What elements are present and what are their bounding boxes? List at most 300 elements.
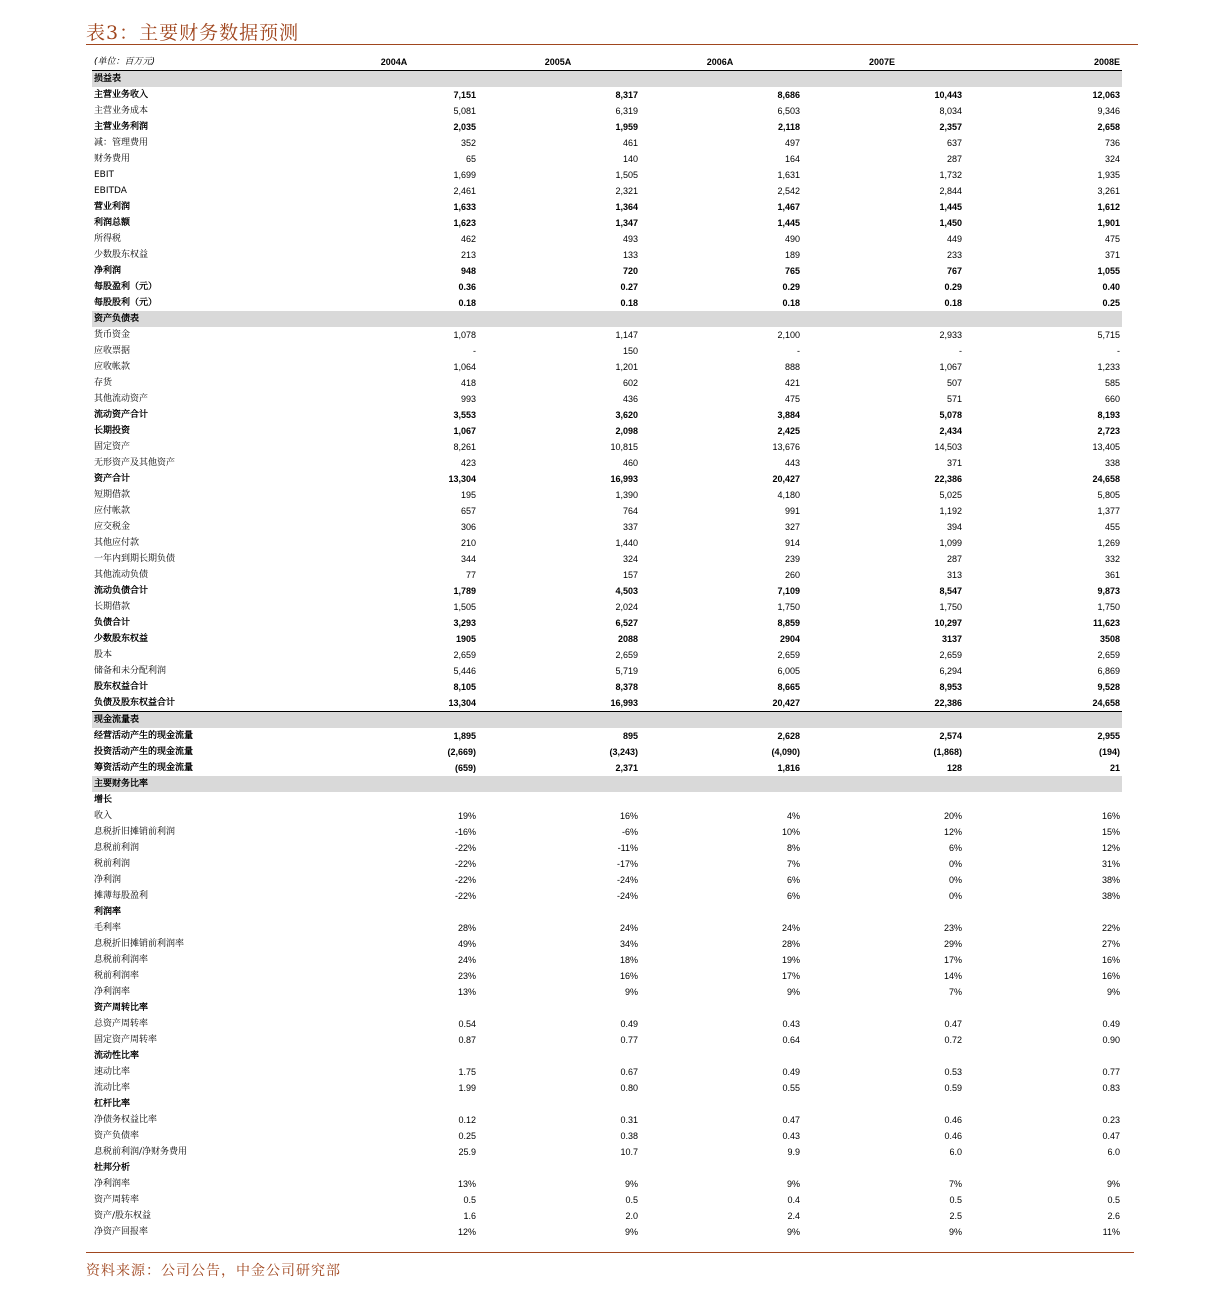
row-label: 筹资活动产生的现金流量: [94, 763, 194, 773]
value-cell: [478, 311, 640, 327]
value-cell: 20,427: [772, 474, 800, 484]
value-cell: 1,467: [777, 202, 800, 212]
table-row: [92, 984, 1122, 1000]
value-cell: 0.59: [944, 1083, 962, 1093]
value-cell: 5,446: [453, 666, 476, 676]
value-cell: 1,901: [1097, 218, 1120, 228]
footer-divider: [86, 1252, 1134, 1253]
value-cell: 18%: [619, 955, 638, 965]
row-label: EBIT: [94, 170, 115, 180]
value-cell: [640, 712, 802, 729]
row-label: 资产/股东权益: [94, 1211, 152, 1221]
value-cell: 1,505: [615, 170, 638, 180]
table-row: [92, 263, 1122, 279]
value-cell: [312, 792, 478, 808]
row-label: 息税前利润: [94, 843, 140, 853]
value-cell: 22%: [1101, 923, 1120, 933]
value-cell: 12,063: [1092, 90, 1120, 100]
value-cell: 0.46: [944, 1115, 962, 1125]
table-row: [92, 583, 1122, 599]
value-cell: [640, 1160, 802, 1176]
value-cell: 8%: [786, 843, 800, 853]
table-row: [92, 679, 1122, 695]
value-cell: 0.18: [458, 298, 476, 308]
value-cell: 0.25: [1102, 298, 1120, 308]
row-label: 营业利润: [94, 202, 131, 212]
table-row: [92, 567, 1122, 583]
table-row: [92, 183, 1122, 199]
value-cell: 0.49: [1102, 1019, 1120, 1029]
table-row: [92, 1064, 1122, 1080]
value-cell: [802, 1048, 964, 1064]
row-label: 收入: [94, 811, 113, 821]
value-cell: 9,873: [1097, 586, 1120, 596]
value-cell: 2,723: [1097, 426, 1120, 436]
row-label: 净债务权益比率: [94, 1115, 158, 1125]
value-cell: 10%: [781, 827, 800, 837]
value-cell: 1,895: [453, 731, 476, 741]
value-cell: 189: [784, 250, 800, 260]
value-cell: 22,386: [934, 698, 962, 708]
table-row: [92, 391, 1122, 407]
table-row: [92, 503, 1122, 519]
value-cell: 16%: [1101, 955, 1120, 965]
row-label: 股东权益合计: [94, 682, 149, 692]
value-cell: 210: [460, 538, 476, 548]
value-cell: [478, 1160, 640, 1176]
value-cell: 5,715: [1097, 330, 1120, 340]
value-cell: 9,528: [1097, 682, 1120, 692]
value-cell: [802, 1096, 964, 1112]
value-cell: 9%: [1106, 1179, 1120, 1189]
table-row: [92, 535, 1122, 551]
value-cell: 1,147: [615, 330, 638, 340]
value-cell: 1,445: [777, 218, 800, 228]
value-cell: 16%: [1101, 811, 1120, 821]
page-title: 表3：主要财务数据预测: [86, 22, 300, 44]
table-row: [92, 872, 1122, 888]
value-cell: 313: [946, 570, 962, 580]
value-cell: 1,201: [615, 362, 638, 372]
row-label: 息税折旧摊销前利润率: [94, 939, 185, 949]
value-cell: 0.40: [1102, 282, 1120, 292]
row-label: EBITDA: [94, 186, 127, 196]
value-cell: 8,547: [939, 586, 962, 596]
table-row: [92, 471, 1122, 487]
value-cell: 5,719: [615, 666, 638, 676]
value-cell: 150: [622, 346, 638, 356]
value-cell: 13,304: [448, 698, 476, 708]
value-cell: [640, 792, 802, 808]
value-cell: 1,067: [939, 362, 962, 372]
value-cell: [478, 1096, 640, 1112]
value-cell: 475: [1104, 234, 1120, 244]
table-row: [92, 615, 1122, 631]
value-cell: 4%: [786, 811, 800, 821]
value-cell: 2,542: [777, 186, 800, 196]
value-cell: (659): [454, 763, 476, 773]
value-cell: 7,151: [453, 90, 476, 100]
source-note: 资料来源：公司公告，中金公司研究部: [86, 1263, 341, 1279]
value-cell: 12%: [457, 1227, 476, 1237]
value-cell: (194): [1098, 747, 1120, 757]
value-cell: 157: [622, 570, 638, 580]
table-row: [92, 1192, 1122, 1208]
row-label: 存货: [94, 378, 113, 388]
value-cell: 0.4: [787, 1195, 800, 1205]
value-cell: [478, 776, 640, 792]
row-label: 净利润: [94, 875, 122, 885]
value-cell: 0.54: [458, 1019, 476, 1029]
value-cell: 2,425: [777, 426, 800, 436]
value-cell: -: [1117, 346, 1120, 356]
value-cell: 571: [946, 394, 962, 404]
value-cell: 287: [946, 154, 962, 164]
value-cell: [640, 1000, 802, 1016]
value-cell: 585: [1104, 378, 1120, 388]
value-cell: 10,815: [610, 442, 638, 452]
value-cell: 2,098: [615, 426, 638, 436]
value-cell: 16%: [619, 971, 638, 981]
table-row: [92, 1208, 1122, 1224]
row-label: 长期投资: [94, 426, 131, 436]
value-cell: 1,633: [453, 202, 476, 212]
value-cell: 3,261: [1097, 186, 1120, 196]
value-cell: 0.23: [1102, 1115, 1120, 1125]
value-cell: [312, 1048, 478, 1064]
value-cell: 8,953: [939, 682, 962, 692]
row-label: 税前利润率: [94, 971, 140, 981]
value-cell: 11%: [1102, 1227, 1120, 1237]
value-cell: 0.49: [620, 1019, 638, 1029]
value-cell: 2,628: [777, 731, 800, 741]
table-row: [92, 327, 1122, 343]
row-label: 负债及股东权益合计: [94, 698, 176, 708]
value-cell: 421: [784, 378, 800, 388]
value-cell: -22%: [454, 891, 476, 901]
value-cell: 29%: [943, 939, 962, 949]
row-label: 流动负债合计: [94, 586, 149, 596]
value-cell: 1,192: [939, 506, 962, 516]
value-cell: [312, 1000, 478, 1016]
value-cell: 20%: [943, 811, 962, 821]
value-cell: 423: [460, 458, 476, 468]
value-cell: 371: [1104, 250, 1120, 260]
row-label: 减：管理费用: [94, 138, 149, 148]
value-cell: [802, 311, 964, 327]
value-cell: 352: [460, 138, 476, 148]
value-cell: [640, 1048, 802, 1064]
table-row: [92, 888, 1122, 904]
value-cell: 1,440: [615, 538, 638, 548]
table-row: [92, 1176, 1122, 1192]
value-cell: [802, 71, 964, 88]
value-cell: 34%: [619, 939, 638, 949]
table-row: [92, 647, 1122, 663]
value-cell: 736: [1104, 138, 1120, 148]
section-label: 损益表: [92, 71, 312, 88]
subsection-row: [92, 792, 1122, 808]
value-cell: 4,180: [777, 490, 800, 500]
value-cell: 497: [784, 138, 800, 148]
value-cell: 3137: [941, 634, 962, 644]
value-cell: 10,443: [934, 90, 962, 100]
column-header-2007e: 2007E: [802, 54, 964, 71]
value-cell: 195: [460, 490, 476, 500]
table-row: [92, 167, 1122, 183]
value-cell: (4,090): [771, 747, 800, 757]
value-cell: 7,109: [777, 586, 800, 596]
value-cell: 10.7: [620, 1147, 638, 1157]
value-cell: 1,623: [453, 218, 476, 228]
value-cell: 16%: [1101, 971, 1120, 981]
table-row: [92, 119, 1122, 135]
row-label: 资产周转率: [94, 1195, 140, 1205]
row-label: 净利润: [94, 266, 122, 276]
value-cell: [312, 1160, 478, 1176]
table-row: [92, 135, 1122, 151]
table-row: [92, 487, 1122, 503]
value-cell: 1,816: [777, 763, 800, 773]
value-cell: 12%: [943, 827, 962, 837]
row-label: 税前利润: [94, 859, 131, 869]
table-row: [92, 1112, 1122, 1128]
value-cell: [802, 712, 964, 729]
value-cell: 13,405: [1092, 442, 1120, 452]
value-cell: 9%: [786, 987, 800, 997]
value-cell: 2088: [617, 634, 638, 644]
row-label: 资产周转比率: [94, 1003, 149, 1013]
value-cell: 2,371: [615, 763, 638, 773]
table-row: [92, 455, 1122, 471]
value-cell: 1,377: [1097, 506, 1120, 516]
table-row: [92, 728, 1122, 744]
table-row: [92, 375, 1122, 391]
subsection-row: [92, 1160, 1122, 1176]
value-cell: 1,935: [1097, 170, 1120, 180]
table-row: [92, 551, 1122, 567]
value-cell: 65: [465, 154, 476, 164]
value-cell: -22%: [454, 875, 476, 885]
value-cell: 1,612: [1097, 202, 1120, 212]
row-label: 长期借款: [94, 602, 131, 612]
value-cell: 3,620: [615, 410, 638, 420]
row-label: 资产负债率: [94, 1131, 140, 1141]
value-cell: 6,503: [777, 106, 800, 116]
value-cell: 991: [784, 506, 800, 516]
table-row: [92, 968, 1122, 984]
value-cell: 213: [460, 250, 476, 260]
value-cell: 5,081: [453, 106, 476, 116]
value-cell: 2.6: [1107, 1211, 1120, 1221]
value-cell: 1905: [455, 634, 476, 644]
value-cell: 0.5: [463, 1195, 476, 1205]
value-cell: 13%: [457, 1179, 476, 1189]
value-cell: 19%: [781, 955, 800, 965]
column-header-2004a: 2004A: [312, 54, 478, 71]
table-row: [92, 808, 1122, 824]
table-row: [92, 856, 1122, 872]
value-cell: 0%: [948, 891, 962, 901]
value-cell: 0.43: [782, 1019, 800, 1029]
row-label: 净资产回报率: [94, 1227, 149, 1237]
value-cell: 1.99: [458, 1083, 476, 1093]
value-cell: -24%: [616, 891, 638, 901]
value-cell: (3,243): [609, 747, 638, 757]
table-row: [92, 760, 1122, 776]
row-label: 每股盈利（元）: [94, 282, 158, 292]
table-row: [92, 295, 1122, 311]
value-cell: 24,658: [1092, 698, 1120, 708]
value-cell: 7%: [948, 987, 962, 997]
value-cell: 3,293: [453, 618, 476, 628]
value-cell: 15%: [1101, 827, 1120, 837]
value-cell: [640, 1096, 802, 1112]
value-cell: 9.9: [787, 1147, 800, 1157]
value-cell: 6%: [948, 843, 962, 853]
table-row: [92, 423, 1122, 439]
value-cell: 1,699: [453, 170, 476, 180]
row-label: 利润总额: [94, 218, 131, 228]
value-cell: 2.5: [949, 1211, 962, 1221]
value-cell: -16%: [454, 827, 476, 837]
value-cell: 260: [784, 570, 800, 580]
table-row: [92, 439, 1122, 455]
row-label: 应收票据: [94, 346, 131, 356]
value-cell: 460: [622, 458, 638, 468]
value-cell: 0.55: [782, 1083, 800, 1093]
value-cell: 23%: [943, 923, 962, 933]
value-cell: [802, 1160, 964, 1176]
row-label: 主营业务利润: [94, 122, 149, 132]
row-label: 速动比率: [94, 1067, 131, 1077]
value-cell: 0.80: [620, 1083, 638, 1093]
value-cell: [802, 776, 964, 792]
value-cell: 0.83: [1102, 1083, 1120, 1093]
value-cell: 2,434: [939, 426, 962, 436]
value-cell: 22,386: [934, 474, 962, 484]
value-cell: 948: [460, 266, 476, 276]
value-cell: 332: [1104, 554, 1120, 564]
value-cell: 0.5: [1107, 1195, 1120, 1205]
value-cell: 5,805: [1097, 490, 1120, 500]
value-cell: 23%: [457, 971, 476, 981]
section-header-row: [92, 71, 1122, 88]
column-header-2008e: 2008E: [964, 54, 1122, 71]
value-cell: 2,659: [1097, 650, 1120, 660]
value-cell: 31%: [1101, 859, 1120, 869]
value-cell: 12%: [1101, 843, 1120, 853]
value-cell: 24%: [619, 923, 638, 933]
table-row: [92, 87, 1122, 103]
value-cell: -24%: [616, 875, 638, 885]
table-row: [92, 920, 1122, 936]
value-cell: 0.5: [625, 1195, 638, 1205]
row-label: 摊薄每股盈利: [94, 891, 149, 901]
value-cell: 13,304: [448, 474, 476, 484]
value-cell: 0.43: [782, 1131, 800, 1141]
value-cell: [802, 904, 964, 920]
value-cell: 2,461: [453, 186, 476, 196]
table-row: [92, 279, 1122, 295]
row-label: 利润率: [94, 907, 122, 917]
value-cell: 9%: [786, 1227, 800, 1237]
value-cell: 8,317: [615, 90, 638, 100]
value-cell: [964, 1000, 1122, 1016]
value-cell: 361: [1104, 570, 1120, 580]
row-label: 流动比率: [94, 1083, 131, 1093]
row-label: 储备和未分配利润: [94, 666, 167, 676]
value-cell: 0.46: [944, 1131, 962, 1141]
value-cell: 1,099: [939, 538, 962, 548]
value-cell: [478, 904, 640, 920]
value-cell: 239: [784, 554, 800, 564]
value-cell: 1,450: [939, 218, 962, 228]
value-cell: 3,553: [453, 410, 476, 420]
value-cell: 0.31: [620, 1115, 638, 1125]
value-cell: 6%: [786, 891, 800, 901]
row-label: 资产合计: [94, 474, 131, 484]
value-cell: 133: [622, 250, 638, 260]
value-cell: 914: [784, 538, 800, 548]
value-cell: [312, 1096, 478, 1112]
value-cell: 0.18: [944, 298, 962, 308]
value-cell: [478, 1000, 640, 1016]
value-cell: 443: [784, 458, 800, 468]
value-cell: 418: [460, 378, 476, 388]
value-cell: 8,261: [453, 442, 476, 452]
value-cell: 28%: [457, 923, 476, 933]
value-cell: 9%: [948, 1227, 962, 1237]
value-cell: [802, 792, 964, 808]
value-cell: 2.0: [625, 1211, 638, 1221]
value-cell: [478, 1048, 640, 1064]
value-cell: 338: [1104, 458, 1120, 468]
value-cell: 0.18: [620, 298, 638, 308]
unit-label: (单位：百万元): [92, 54, 312, 71]
row-label: 增长: [94, 795, 113, 805]
value-cell: [640, 776, 802, 792]
value-cell: 764: [622, 506, 638, 516]
value-cell: 1,390: [615, 490, 638, 500]
value-cell: 6,294: [939, 666, 962, 676]
value-cell: 2,658: [1097, 122, 1120, 132]
table-row: [92, 199, 1122, 215]
table-row: [92, 695, 1122, 712]
value-cell: 0.47: [782, 1115, 800, 1125]
value-cell: 0.90: [1102, 1035, 1120, 1045]
value-cell: 128: [946, 763, 962, 773]
value-cell: 20,427: [772, 698, 800, 708]
value-cell: 1,364: [615, 202, 638, 212]
value-cell: 767: [946, 266, 962, 276]
value-cell: 0.25: [458, 1131, 476, 1141]
value-cell: -: [959, 346, 962, 356]
value-cell: 436: [622, 394, 638, 404]
value-cell: [964, 776, 1122, 792]
table-row: [92, 744, 1122, 760]
value-cell: [640, 311, 802, 327]
row-label: 杜邦分析: [94, 1163, 131, 1173]
value-cell: 25.9: [458, 1147, 476, 1157]
row-label: 负债合计: [94, 618, 131, 628]
row-label: 固定资产周转率: [94, 1035, 158, 1045]
value-cell: 0%: [948, 875, 962, 885]
value-cell: 8,034: [939, 106, 962, 116]
value-cell: [478, 71, 640, 88]
row-label: 息税前利润率: [94, 955, 149, 965]
row-label: 所得税: [94, 234, 122, 244]
